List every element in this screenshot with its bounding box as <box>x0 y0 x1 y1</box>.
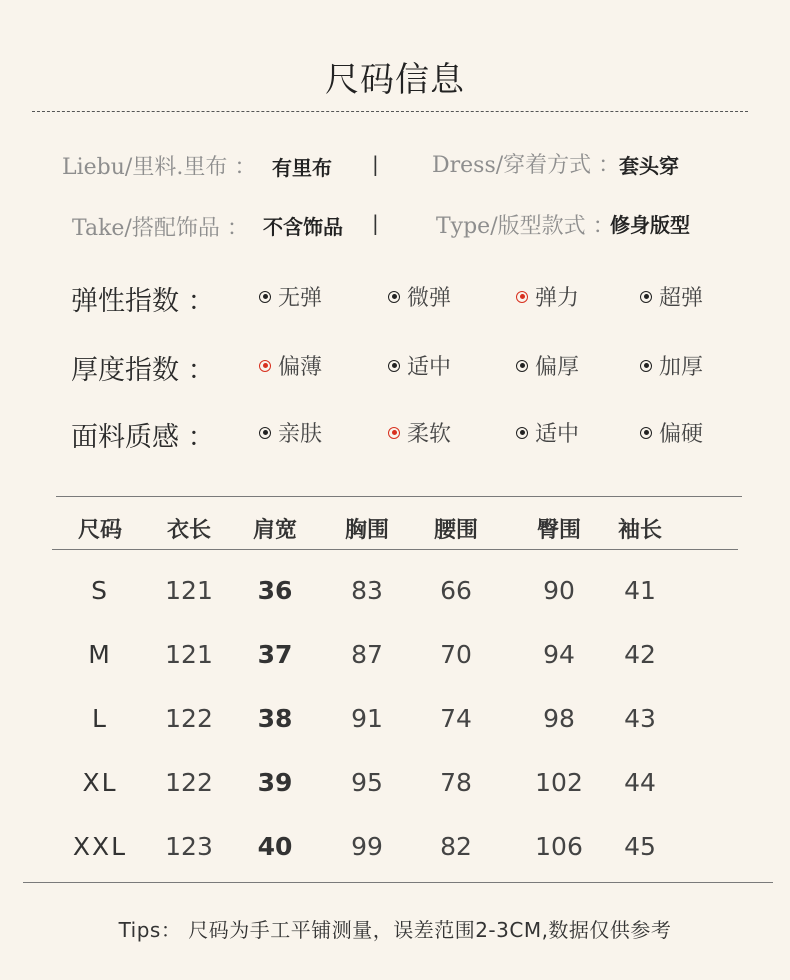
thickness-option-label: 偏厚 <box>535 355 580 380</box>
thickness-option <box>516 350 579 381</box>
lining-label: Liebu/里料.里布 ： <box>62 155 257 180</box>
elasticity-option <box>516 281 579 312</box>
thickness-option-label: 偏薄 <box>278 355 323 380</box>
table-cell: 123 <box>165 832 213 861</box>
radio-icon <box>516 360 528 372</box>
table-header-cell: 胸围 <box>344 517 390 543</box>
table-cell: 36 <box>257 576 293 605</box>
table-cell: 91 <box>351 704 383 733</box>
fit-label: Type/版型款式 ： <box>436 214 615 239</box>
table-header-cell: 袖长 <box>617 517 663 543</box>
tips-note: Tips： 尺码为手工平铺测量，误差范围2-3CM,数据仅供参考 <box>118 918 672 942</box>
radio-selected-icon <box>259 360 271 372</box>
thickness-option-label: 适中 <box>407 355 452 380</box>
thickness-option-label: 加厚 <box>659 355 704 380</box>
table-cell: 70 <box>440 640 472 669</box>
table-cell: 90 <box>543 576 575 605</box>
table-cell: 98 <box>543 704 575 733</box>
radio-selected-icon <box>388 427 400 439</box>
table-cell: 122 <box>165 768 213 797</box>
size-cell: XL <box>82 768 118 797</box>
radio-icon <box>388 291 400 303</box>
radio-icon <box>516 427 528 439</box>
texture-option <box>259 417 322 448</box>
table-top-line <box>56 496 742 497</box>
thickness-option <box>640 350 703 381</box>
elasticity-option <box>640 281 703 312</box>
title-divider <box>32 111 748 112</box>
size-cell: S <box>91 576 109 605</box>
elasticity-option <box>388 281 451 312</box>
table-cell: 94 <box>543 640 575 669</box>
info-separator: | <box>372 152 379 176</box>
size-cell: XXL <box>72 832 128 861</box>
texture-option-label: 亲肤 <box>278 422 323 447</box>
table-cell: 78 <box>440 768 472 797</box>
elasticity-option-label: 无弹 <box>278 286 323 311</box>
thickness-option <box>259 350 322 381</box>
table-cell: 37 <box>257 640 293 669</box>
elasticity-option-label: 弹力 <box>535 286 580 311</box>
table-cell: 41 <box>624 576 656 605</box>
table-cell: 38 <box>257 704 293 733</box>
texture-option <box>640 417 703 448</box>
wearing-label: Dress/穿着方式 ： <box>432 153 621 178</box>
wearing-value: 套头穿 <box>619 154 679 178</box>
accessory-label: Take/搭配饰品 ： <box>72 216 249 241</box>
texture-option-label: 柔软 <box>407 422 452 447</box>
table-cell: 99 <box>351 832 383 861</box>
radio-icon <box>259 427 271 439</box>
elasticity-option-label: 微弹 <box>407 286 452 311</box>
table-cell: 74 <box>440 704 472 733</box>
table-cell: 45 <box>624 832 656 861</box>
radio-selected-icon <box>516 291 528 303</box>
thickness-label: 厚度指数 ： <box>71 355 215 386</box>
radio-icon <box>640 360 652 372</box>
elasticity-option <box>259 281 322 312</box>
texture-option-label: 适中 <box>535 422 580 447</box>
table-cell: 66 <box>440 576 472 605</box>
size-cell: M <box>88 640 112 669</box>
elasticity-label: 弹性指数 ： <box>71 286 215 317</box>
table-header-cell: 衣长 <box>166 517 212 543</box>
table-bottom-line <box>23 882 773 883</box>
fit-value: 修身版型 <box>610 213 690 237</box>
page-title: 尺码信息 <box>325 60 465 100</box>
radio-icon <box>640 291 652 303</box>
texture-option <box>516 417 579 448</box>
thickness-option <box>388 350 451 381</box>
table-cell: 121 <box>165 576 213 605</box>
table-cell: 82 <box>440 832 472 861</box>
texture-option-label: 偏硬 <box>659 422 704 447</box>
table-header-cell: 尺码 <box>77 517 123 543</box>
table-cell: 122 <box>165 704 213 733</box>
info-separator: | <box>372 211 379 235</box>
radio-icon <box>640 427 652 439</box>
table-header-cell: 腰围 <box>433 517 479 543</box>
table-cell: 83 <box>351 576 383 605</box>
radio-icon <box>388 360 400 372</box>
table-cell: 43 <box>624 704 656 733</box>
radio-icon <box>259 291 271 303</box>
table-cell: 95 <box>351 768 383 797</box>
table-header-line <box>52 549 738 550</box>
table-cell: 106 <box>535 832 583 861</box>
table-cell: 87 <box>351 640 383 669</box>
texture-option <box>388 417 451 448</box>
accessory-value: 不含饰品 <box>263 215 343 239</box>
table-cell: 102 <box>535 768 583 797</box>
elasticity-option-label: 超弹 <box>659 286 704 311</box>
lining-value: 有里布 <box>272 156 332 180</box>
table-header-cell: 肩宽 <box>252 517 298 543</box>
texture-label: 面料质感 ： <box>71 422 215 453</box>
table-cell: 44 <box>624 768 656 797</box>
table-cell: 121 <box>165 640 213 669</box>
table-header-cell: 臀围 <box>536 517 582 543</box>
size-cell: L <box>92 704 108 733</box>
table-cell: 39 <box>257 768 293 797</box>
table-cell: 40 <box>257 832 293 861</box>
table-cell: 42 <box>624 640 656 669</box>
